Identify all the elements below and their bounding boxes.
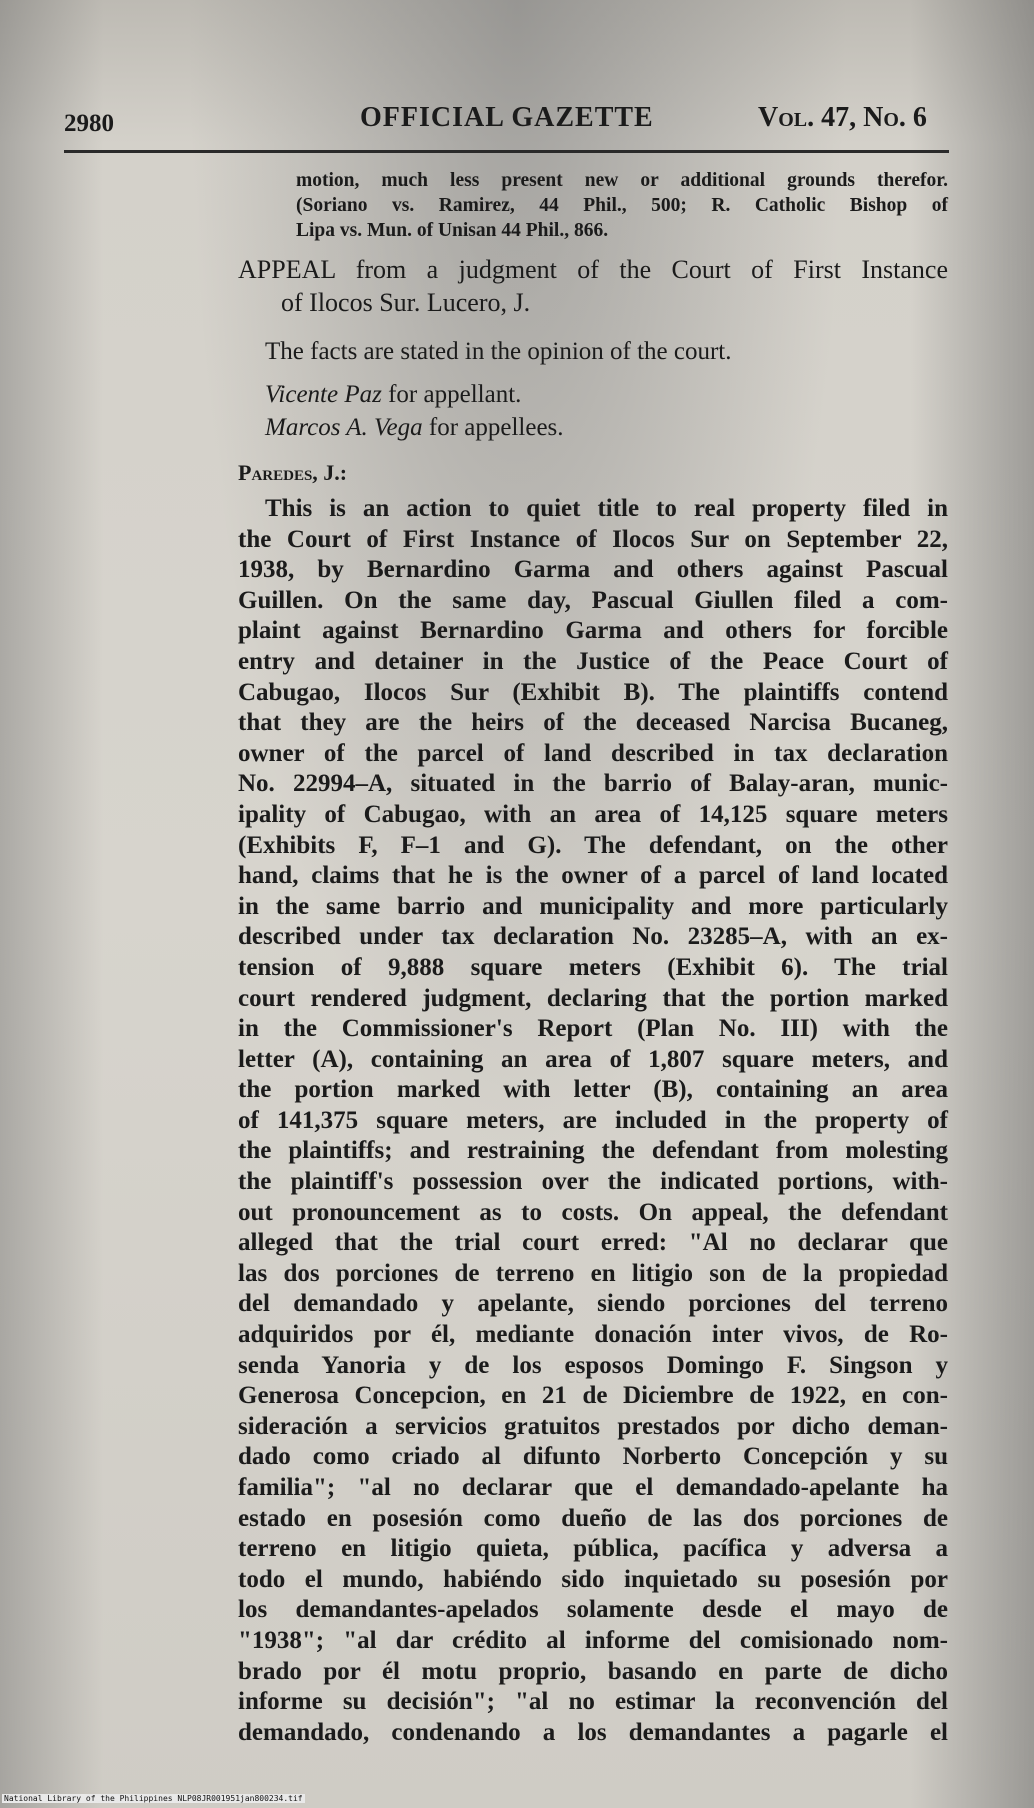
appellees-counsel-role: for appellees. [422, 414, 564, 441]
scan-footer: National Library of the Philippines NLP08JR001951jan800234.tif [4, 1794, 303, 1803]
opinion-line: adquiridos por él, mediante donación inter vivos, de Ro- [238, 1321, 948, 1349]
opinion-line: This is an action to quiet title to real property filed in [265, 495, 948, 522]
syllabus-line: Lipa vs. Mun. of Unisan 44 Phil., 866. [296, 220, 609, 241]
opinion-line: demandado, condenando a los demandantes a pagarle el [238, 1718, 948, 1746]
opinion-line: brado por él motu proprio, basando en parte de dicho [238, 1657, 948, 1685]
opinion-line: owner of the parcel of land described in tax declaration [238, 739, 948, 767]
appeal-line: of Ilocos Sur. Lucero, J. [281, 288, 531, 317]
appellant-counsel-role: for appellant. [381, 381, 522, 408]
page-header [0, 96, 1034, 144]
opinion-line: letter (A), containing an area of 1,807 square meters, and [238, 1045, 948, 1073]
opinion-line: del demandado y apelante, siendo porciones del terreno [238, 1290, 948, 1318]
appeal-caption [238, 253, 948, 319]
opinion-line: plaint against Bernardino Garma and others for forcible [238, 617, 948, 645]
opinion-line: ipality of Cabugao, with an area of 14,125 square meters [238, 800, 948, 828]
opinion-line: Cabugao, Ilocos Sur (Exhibit B). The plaintiffs contend [238, 678, 948, 706]
opinion-text [238, 494, 948, 1748]
journal-title: OFFICIAL GAZETTE [360, 102, 654, 133]
opinion-line: "1938"; "al dar crédito al informe del comisionado nom- [238, 1626, 948, 1654]
opinion-line: informe su decisión"; "al no estimar la reconvención del [238, 1688, 948, 1716]
opinion-line: (Exhibits F, F–1 and G). The defendant, on the other [238, 831, 948, 859]
opinion-line: the portion marked with letter (B), containing an area [238, 1076, 948, 1104]
syllabus-line: (Soriano vs. Ramirez, 44 Phil., 500; R. Catholic Bishop of [296, 195, 948, 216]
opinion-line: out pronouncement as to costs. On appeal, the defendant [238, 1198, 948, 1226]
syllabus-paragraph [296, 168, 948, 243]
opinion-line: court rendered judgment, declaring that the portion marked [238, 984, 948, 1012]
opinion-line: terreno en litigio quieta, pública, pacífica y adversa a [238, 1535, 948, 1563]
opinion-line: las dos porciones de terreno en litigio son de la propiedad [238, 1259, 948, 1287]
opinion-line: the plaintiff's possession over the indicated portions, with- [238, 1168, 948, 1196]
opinion-line: los demandantes-apelados solamente desde el mayo de [238, 1596, 948, 1624]
opinion-line: that they are the heirs of the deceased Narcisa Bucaneg, [238, 709, 948, 737]
appellant-counsel-name: Vicente Paz [265, 381, 382, 408]
opinion-line: senda Yanoria y de los esposos Domingo F. Singson y [238, 1351, 948, 1379]
opinion-line: of 141,375 square meters, are included in the property of [238, 1106, 948, 1134]
opinion-line: familia"; "al no declarar que el demandado-apelante ha [238, 1474, 948, 1501]
opinion-line: Generosa Concepcion, en 21 de Diciembre de 1922, en con- [238, 1382, 948, 1410]
appellees-counsel-name: Marcos A. Vega [265, 414, 423, 441]
opinion-line: estado en posesión como dueño de las dos porciones de [238, 1504, 948, 1532]
opinion-line: todo el mundo, habiéndo sido inquietado su posesión por [238, 1565, 948, 1593]
facts-statement: The facts are stated in the opinion of the court. [265, 338, 732, 365]
page-number: 2980 [64, 110, 114, 137]
opinion-line: Guillen. On the same day, Pascual Giullen filed a com- [238, 586, 948, 614]
opinion-line: in the Commissioner's Report (Plan No. III) with the [238, 1015, 948, 1043]
appellant-counsel [265, 378, 948, 411]
opinion-line: entry and detainer in the Justice of the Peace Court of [238, 647, 948, 675]
judge-heading: Paredes, J.: [238, 460, 348, 485]
opinion-line: sideración a servicios gratuitos prestados por dicho deman- [238, 1412, 948, 1440]
opinion-line: described under tax declaration No. 23285–A, with an ex- [238, 923, 948, 951]
opinion-line: the plaintiffs; and restraining the defendant from molesting [238, 1137, 948, 1165]
opinion-line: tension of 9,888 square meters (Exhibit 6). The trial [238, 953, 948, 981]
appeal-line: APPEAL from a judgment of the Court of First Instance [238, 255, 948, 284]
opinion-line: No. 22994–A, situated in the barrio of Balay-aran, munic- [238, 770, 948, 798]
syllabus-line: motion, much less present new or additional grounds therefor. [296, 170, 948, 191]
article-body [238, 168, 948, 1748]
appellees-counsel [265, 411, 948, 444]
opinion-line: dado como criado al difunto Norberto Concepción y su [238, 1443, 948, 1471]
volume-number: Vol. 47, No. 6 [758, 102, 927, 133]
opinion-line: alleged that the trial court erred: "Al no declarar que [238, 1229, 948, 1257]
opinion-line: in the same barrio and municipality and more particularly [238, 892, 948, 920]
opinion-line: hand, claims that he is the owner of a parcel of land located [238, 862, 948, 890]
counsel-block [265, 378, 948, 444]
opinion-line: the Court of First Instance of Ilocos Sur on September 22, [238, 525, 948, 553]
header-rule [64, 150, 949, 153]
opinion-line: 1938, by Bernardino Garma and others against Pascual [238, 556, 948, 584]
